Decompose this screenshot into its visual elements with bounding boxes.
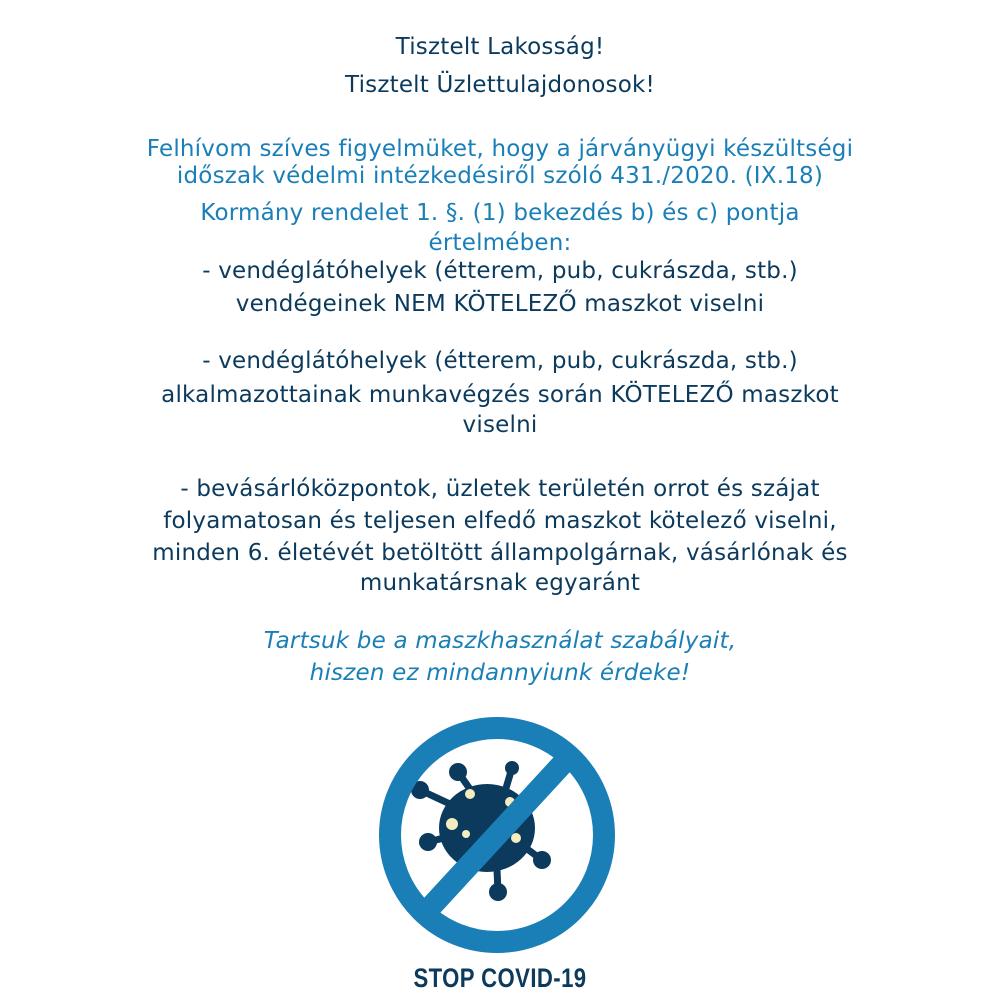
rule-2-line-3: viselni: [462, 412, 538, 438]
no-virus-icon: [370, 710, 630, 960]
rule-3-line-4: munkatársnak egyaránt: [359, 570, 641, 596]
rule-1-line-1: - vendéglátóhelyek (étterem, pub, cukrászda, stb.): [202, 258, 798, 284]
rule-1-line-2: vendégeinek NEM KÖTELEZŐ maszkot viselni: [235, 291, 765, 317]
prohibition-ring: [390, 728, 604, 942]
intro-line-4: értelmében:: [428, 230, 572, 256]
closing-line-2: hiszen ez mindannyiunk érdeke!: [309, 660, 691, 686]
rule-2-line-1: - vendéglátóhelyek (étterem, pub, cukrászda, stb.): [202, 348, 798, 374]
rule-2-line-2: alkalmazottainak munkavégzés során KÖTELEZŐ maszkot: [161, 382, 839, 408]
virus-icon: [411, 761, 551, 901]
stop-covid-label: STOP COVID-19: [413, 963, 587, 993]
intro-line-1: Felhívom szíves figyelmüket, hogy a járványügyi készültségi: [146, 136, 854, 162]
rule-3-line-3: minden 6. életévét betöltött állampolgárnak, vásárlónak és: [152, 540, 848, 566]
intro-line-3: Kormány rendelet 1. §. (1) bekezdés b) és c) pontja: [200, 200, 800, 226]
rule-3-line-1: - bevásárlóközpontok, üzletek területén orrot és szájat: [180, 476, 820, 502]
rule-3-line-2: folyamatosan és teljesen elfedő maszkot kötelező viselni,: [163, 508, 837, 534]
closing-line-1: Tartsuk be a maszkhasználat szabályait,: [263, 628, 737, 654]
intro-line-2: időszak védelmi intézkedésiről szóló 431./2020. (IX.18): [176, 163, 824, 189]
greeting-line-2: Tisztelt Üzlettulajdonosok!: [345, 72, 655, 98]
greeting-line-1: Tisztelt Lakosság!: [395, 34, 605, 60]
